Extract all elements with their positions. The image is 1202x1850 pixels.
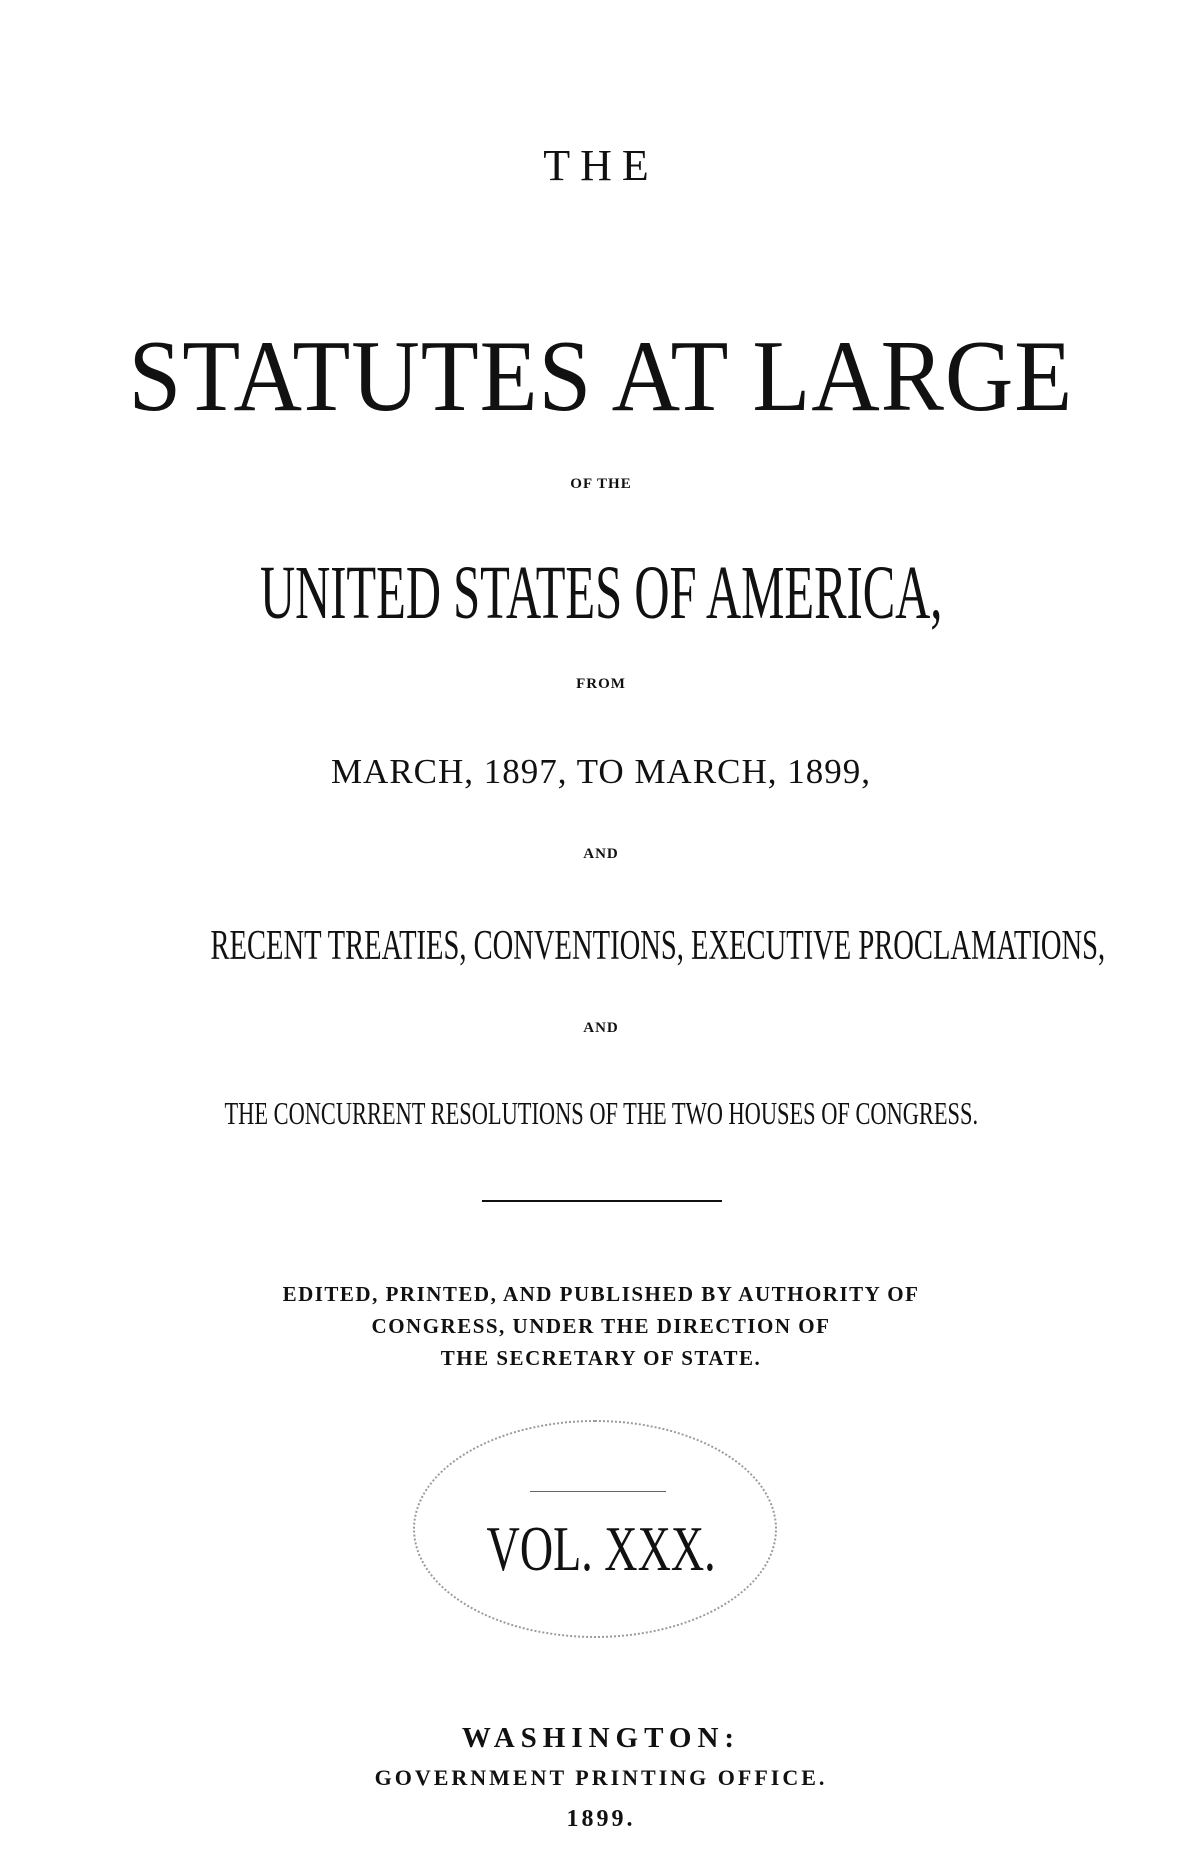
authority-line-1: EDITED, PRINTED, AND PUBLISHED BY AUTHORITY OF: [282, 1282, 920, 1306]
country-title: [0, 550, 1202, 637]
horizontal-divider: [482, 1200, 722, 1202]
imprint-publisher: GOVERNMENT PRINTING OFFICE.: [374, 1765, 828, 1790]
stamp-rule: [530, 1491, 666, 1492]
imprint-city: WASHINGTON:: [461, 1722, 741, 1754]
recent-treaties-text: RECENT TREATIES, CONVENTIONS, EXECUTIVE PROCLAMATIONS,: [210, 923, 1106, 969]
volume-number-text: VOL. XXX.: [486, 1513, 716, 1584]
authority-line-3: THE SECRETARY OF STATE.: [440, 1346, 762, 1370]
main-title-text: STATUTES AT LARGE: [128, 320, 1074, 433]
concurrent-resolutions-line: [0, 1095, 1202, 1132]
from-connector: FROM: [576, 676, 626, 692]
of-the-connector: OF THE: [570, 476, 632, 492]
title-the: THE: [543, 141, 659, 190]
country-title-text: UNITED STATES OF AMERICA,: [259, 551, 943, 635]
main-title: [0, 318, 1202, 435]
recent-treaties-line: [0, 922, 1202, 970]
concurrent-resolutions-text: THE CONCURRENT RESOLUTIONS OF THE TWO HOUSES OF CONGRESS.: [224, 1095, 978, 1131]
and-connector-2: AND: [583, 1020, 619, 1036]
and-connector-1: AND: [583, 846, 619, 862]
imprint-year: 1899.: [566, 1806, 636, 1832]
date-range: MARCH, 1897, TO MARCH, 1899,: [330, 752, 872, 791]
volume-number: [0, 1512, 1202, 1586]
authority-line-2: CONGRESS, UNDER THE DIRECTION OF: [371, 1314, 831, 1338]
